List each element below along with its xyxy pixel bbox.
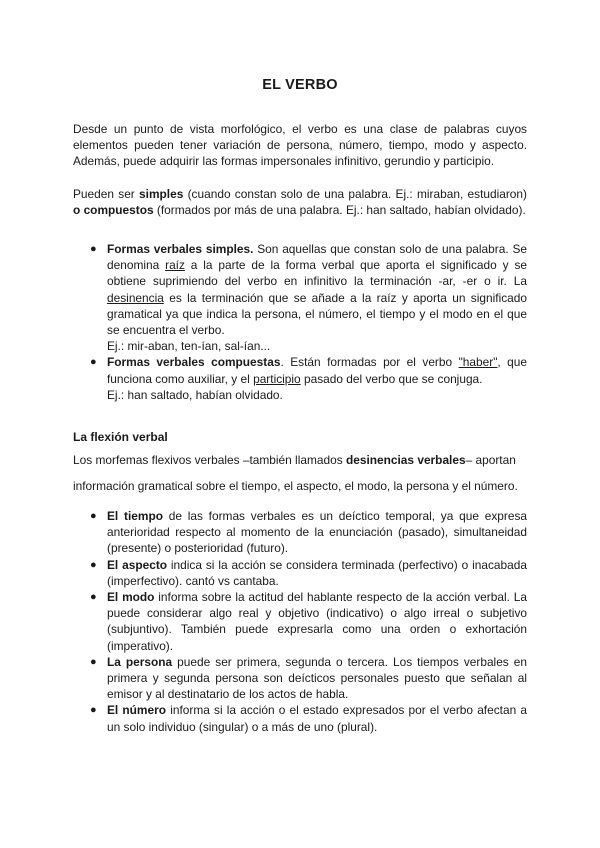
inflection-line-1 bbox=[73, 452, 527, 468]
list-item bbox=[73, 654, 527, 703]
section-heading: La flexión verbal bbox=[73, 430, 168, 444]
bullet-icon: ● bbox=[90, 356, 97, 369]
list-item bbox=[73, 702, 527, 734]
intro-paragraph: Desde un punto de vista morfológico, el verbo es una clase de palabras cuyos elementos pueden tener variación de persona, número, tiempo, modo y aspecto. Además, puede adquirir las formas impersonales infinitivo, gerundio y participio. bbox=[73, 122, 527, 169]
list-item bbox=[73, 508, 527, 557]
types-paragraph bbox=[73, 186, 527, 218]
list-item-simple-forms bbox=[73, 241, 527, 354]
item-text: puede ser primera, segunda o tercera. Los tiempos verbales en primera y segunda persona son deícticos personales puesto que señalan al emisor y al destinatario de los actos de habla. bbox=[107, 654, 527, 702]
bullet-icon: ● bbox=[90, 558, 97, 571]
verb-forms-list bbox=[73, 241, 527, 403]
inflection-list bbox=[73, 508, 527, 735]
item-text: pasado del verbo que se conjuga. bbox=[300, 371, 483, 386]
item-term: El número bbox=[107, 703, 167, 718]
item-text: a la parte de la forma verbal que aporta el significado y se obtiene suprimiendo del verbo en infinitivo la terminación -ar, -er o ir. La bbox=[107, 258, 527, 289]
inflection-line-2: información gramatical sobre el tiempo, el aspecto, el modo, la persona y el número. bbox=[73, 479, 518, 493]
inflection-text: – aportan bbox=[465, 453, 516, 467]
bullet-icon: ● bbox=[90, 243, 97, 255]
item-text: informa sobre la actitud del hablante respecto de la acción verbal. La puede considerar algo real y objetivo (indicativo) o algo irreal o subjetivo (subjuntivo). También puede expresarla como una orden o exhortación (imperativo). bbox=[107, 590, 527, 653]
item-text: de las formas verbales es un deíctico temporal, ya que expresa anterioridad respecto al momento de la enunciación (pasado), simultaneidad (presente) o posterioridad (futuro). bbox=[107, 509, 528, 556]
root-term: raíz bbox=[165, 258, 185, 273]
item-term: Formas verbales simples. bbox=[107, 242, 254, 256]
item-term: El aspecto bbox=[107, 557, 168, 572]
item-term: El tiempo bbox=[107, 509, 163, 523]
haber-term: "haber" bbox=[458, 355, 498, 370]
types-text: (formados por más de una palabra. Ej.: han saltado, habían olvidado). bbox=[153, 203, 526, 218]
item-term: La persona bbox=[107, 654, 173, 669]
item-term: El modo bbox=[107, 590, 155, 605]
list-item-compound-forms bbox=[73, 354, 527, 403]
item-text: informa si la acción o el estado expresados por el verbo afectan a un solo individuo (singular) o a más de uno (plural). bbox=[107, 703, 527, 734]
item-text: , que funciona como auxiliar, y el bbox=[107, 355, 528, 386]
bullet-icon: ● bbox=[90, 655, 97, 668]
item-text: . Están formadas por el verbo bbox=[280, 355, 459, 370]
bullet-icon: ● bbox=[90, 591, 97, 604]
types-text: (cuando constan solo de una palabra. Ej.: miraban, estudiaron) bbox=[183, 187, 527, 201]
list-item bbox=[73, 557, 527, 589]
item-term: Formas verbales compuestas bbox=[107, 355, 281, 370]
bullet-icon: ● bbox=[90, 510, 97, 522]
item-text: es la terminación que se añade a la raíz y aporta un significado gramatical ya que indica la persona, el número, el tiempo y el modo en el que se encuentra el verbo. bbox=[107, 290, 527, 338]
compound-term: o compuestos bbox=[73, 203, 154, 218]
list-item bbox=[73, 589, 527, 654]
participle-term: participio bbox=[253, 371, 301, 386]
inflection-bold: desinencias verbales bbox=[345, 453, 466, 467]
inflection-text: Los morfemas flexivos verbales –también llamados bbox=[73, 453, 346, 467]
item-text: indica si la acción se considera terminada (perfectivo) o inacabada (imperfectivo). cantó vs cantaba. bbox=[107, 557, 527, 588]
page-title: EL VERBO bbox=[262, 77, 338, 93]
simple-term: simples bbox=[139, 187, 184, 201]
item-example: Ej.: mir-aban, ten-ían, sal-ían... bbox=[107, 339, 271, 354]
types-text: Pueden ser bbox=[73, 187, 140, 201]
ending-term: desinencia bbox=[107, 290, 164, 305]
item-text: Son aquellas que constan solo de una palabra. Se denomina bbox=[107, 242, 528, 273]
item-example: Ej.: han saltado, habían olvidado. bbox=[107, 387, 283, 402]
bullet-icon: ● bbox=[90, 704, 97, 717]
